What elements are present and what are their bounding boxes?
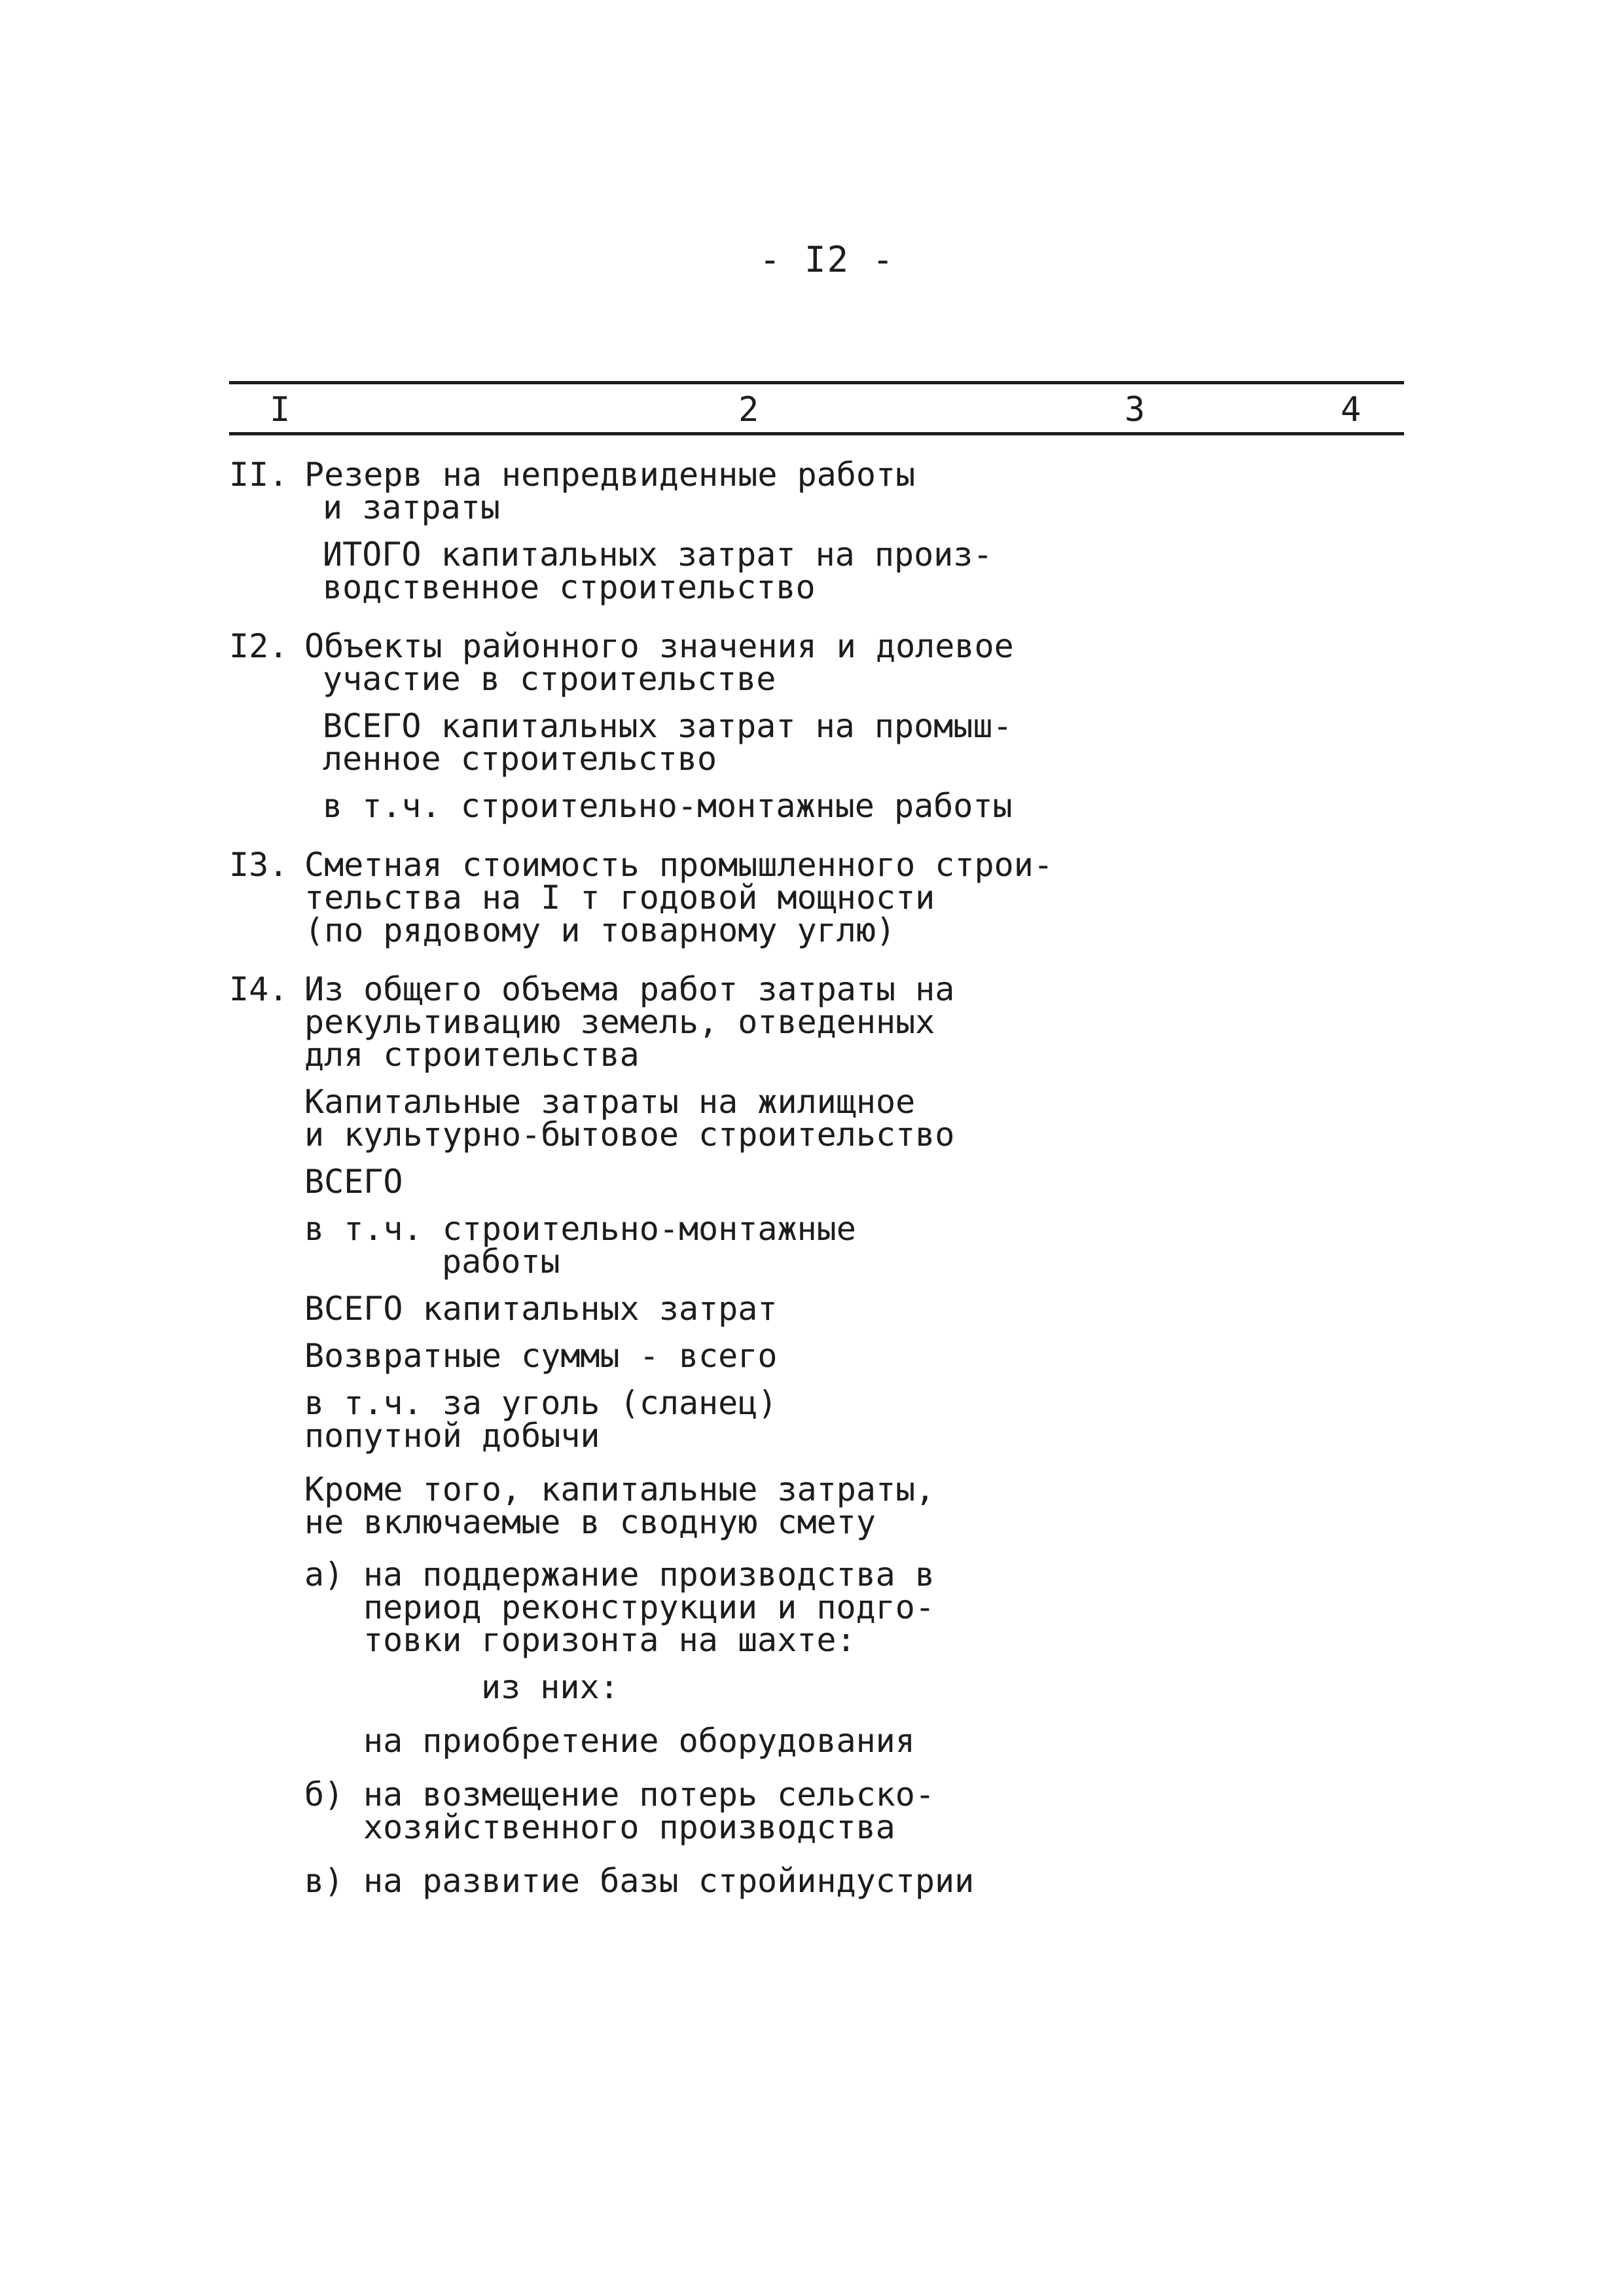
item-line: тельства на I т годовой мощности: [304, 879, 935, 917]
sub-item-letter: б): [304, 1776, 344, 1813]
item-text: [304, 627, 1211, 825]
total-capital-costs: [304, 1290, 1211, 1328]
item-number: II.: [229, 456, 289, 494]
column-header-1: I: [270, 390, 291, 429]
item-12: [229, 627, 1211, 825]
item-number: I3.: [229, 846, 289, 884]
item-text: [304, 848, 1211, 947]
subtotal-production: [304, 538, 1211, 604]
item-line: Из общего объема работ затраты на: [304, 970, 955, 1008]
item-line: из них:: [481, 1668, 619, 1706]
item-text: [304, 970, 1211, 1900]
item-line: ВСЕГО: [304, 1163, 403, 1201]
returnable-coal: [304, 1384, 1211, 1455]
item-line: участие в строительстве: [323, 660, 776, 698]
item-line: не включаемые в сводную смету: [304, 1503, 876, 1541]
column-header-3: 3: [1125, 390, 1146, 429]
returnable-sums: [304, 1337, 1211, 1375]
item-line: на развитие базы стройиндустрии: [363, 1862, 975, 1900]
table-header-bottom-rule: [229, 432, 1404, 435]
sub-item-text: [363, 1556, 1211, 1760]
item-line: на поддержание производства в: [363, 1556, 935, 1594]
item-line: на приобретение оборудования: [363, 1722, 915, 1760]
item-line: попутной добычи: [304, 1417, 600, 1455]
item-number: I2.: [229, 627, 289, 665]
item-line: и затраты: [323, 488, 500, 526]
sub-item-text: [363, 1778, 1211, 1844]
item-line: для строительства: [304, 1036, 640, 1074]
item-line: ВСЕГО капитальных затрат: [304, 1290, 778, 1328]
total-industrial: [304, 707, 1211, 778]
item-line: Сметная стоимость промышленного строи-: [304, 846, 1053, 884]
item-line: и культурно-бытовое строительство: [304, 1116, 955, 1154]
item-line: период реконструкции и подго-: [363, 1588, 935, 1626]
item-line: в т.ч. строительно-монтажные: [304, 1210, 856, 1248]
sub-item-c: [304, 1862, 1211, 1900]
sub-item-letter: в): [304, 1862, 344, 1900]
table-body: [229, 456, 1211, 1900]
item-line: ленное строительство: [323, 740, 717, 778]
item-line: хозяйственного производства: [363, 1808, 895, 1846]
column-header-4: 4: [1341, 390, 1362, 429]
item-line: ИТОГО капитальных затрат на произ-: [323, 536, 993, 574]
item-line: в т.ч. за уголь (сланец): [304, 1384, 778, 1422]
item-11: [229, 458, 1211, 604]
housing-construction-works: [304, 1210, 1211, 1281]
item-line: Кроме того, капитальные затраты,: [304, 1470, 935, 1508]
item-line: на возмещение потерь сельско-: [363, 1776, 935, 1813]
construction-installation-works: [304, 787, 1211, 825]
item-line: рекультивацию земель, отведенных: [304, 1003, 935, 1041]
item-line: Объекты районного значения и долевое: [304, 627, 1014, 665]
item-line: Возвратные суммы - всего: [304, 1337, 778, 1375]
sub-item-b: [304, 1778, 1211, 1844]
item-13: [229, 848, 1211, 947]
item-line: Капитальные затраты на жилищное: [304, 1083, 916, 1121]
item-line: работы: [442, 1243, 560, 1281]
item-line: (по рядовому и товарному углю): [304, 911, 896, 949]
item-line: Резерв на непредвиденные работы: [304, 456, 916, 494]
additional-capital-costs: [304, 1470, 1211, 1541]
item-14: [229, 970, 1211, 1900]
table-header-top-rule: [229, 381, 1404, 384]
sub-item-text: [363, 1862, 1211, 1900]
item-line: водственное строительство: [323, 568, 816, 606]
housing-total: [304, 1163, 1211, 1201]
column-header-2: 2: [738, 390, 759, 429]
item-line: ВСЕГО капитальных затрат на промыш-: [323, 707, 1013, 745]
item-line: товки горизонта на шахте:: [363, 1621, 856, 1659]
item-line: в т.ч. строительно-монтажные работы: [323, 787, 1013, 825]
sub-item-a: [304, 1556, 1211, 1760]
item-text: [304, 458, 1211, 604]
item-number: I4.: [229, 970, 289, 1008]
sub-item-letter: а): [304, 1556, 344, 1594]
page-number: - I2 -: [759, 239, 895, 280]
housing-capital-costs: [304, 1083, 1211, 1154]
